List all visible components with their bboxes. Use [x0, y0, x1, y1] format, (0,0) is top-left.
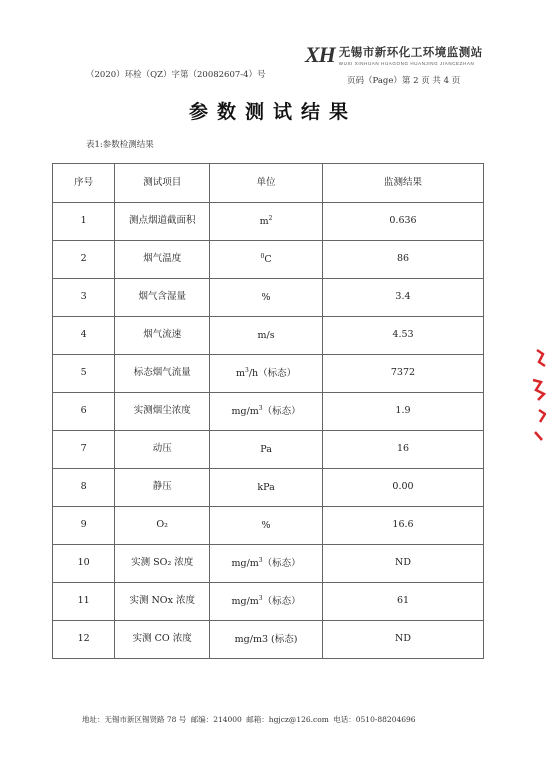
- cell-no: 2: [53, 241, 115, 279]
- unit-main: mg/m3 (标态): [234, 633, 298, 645]
- cell-result: ND: [322, 621, 483, 659]
- cell-result: ND: [322, 545, 483, 583]
- table-row: [53, 203, 484, 241]
- cell-no: 4: [53, 317, 115, 355]
- unit-superscript: 3: [258, 556, 263, 564]
- cell-unit: [210, 431, 323, 469]
- unit-superscript: 3: [258, 594, 263, 602]
- cell-item: 标态烟气流量: [115, 355, 210, 393]
- unit-main: mg/m: [231, 557, 259, 569]
- table-row: [53, 279, 484, 317]
- unit-superscript: 2: [268, 214, 273, 222]
- cell-item: 测点烟道截面积: [115, 203, 210, 241]
- logo-mark: XH: [305, 42, 335, 67]
- table-row: [53, 241, 484, 279]
- table-caption: 表1:参数检测结果: [86, 140, 154, 150]
- unit-superscript: 0: [260, 252, 265, 260]
- cell-no: 8: [53, 469, 115, 507]
- table-row: [53, 469, 484, 507]
- cell-unit: [210, 621, 323, 659]
- cell-no: 6: [53, 393, 115, 431]
- page-title: 参数测试结果: [188, 101, 357, 123]
- cell-item: 实测 CO 浓度: [115, 621, 210, 659]
- cell-item: 烟气含湿量: [115, 279, 210, 317]
- cell-no: 10: [53, 545, 115, 583]
- cell-no: 3: [53, 279, 115, 317]
- unit-main: mg/m: [231, 595, 259, 607]
- header-no: 序号: [53, 164, 115, 203]
- unit-tail: （标态）: [262, 557, 301, 569]
- cell-no: 5: [53, 355, 115, 393]
- cell-result: 1.9: [322, 393, 483, 431]
- cell-unit: [210, 393, 323, 431]
- header-unit: 单位: [210, 164, 323, 203]
- cell-result: 86: [322, 241, 483, 279]
- footer-phone: 电话：0510-88204696: [333, 715, 416, 724]
- table-row: [53, 507, 484, 545]
- unit-main: m: [259, 215, 269, 227]
- cell-item: 实测 NOx 浓度: [115, 583, 210, 621]
- org-name-en: WUXI XINHUAN HUAGONG HUANJING JIANCEZHAN: [338, 61, 475, 66]
- table-row: [53, 393, 484, 431]
- table-row: [53, 583, 484, 621]
- table-row: [53, 545, 484, 583]
- cell-result: 16.6: [322, 507, 483, 545]
- cell-item: 实测 SO₂ 浓度: [115, 545, 210, 583]
- header-item: 测试项目: [115, 164, 210, 203]
- cell-unit: [210, 469, 323, 507]
- table-row: [53, 355, 484, 393]
- cell-unit: [210, 317, 323, 355]
- cell-no: 12: [53, 621, 115, 659]
- footer-email: 邮箱：hgjcz@126.com: [246, 715, 329, 724]
- cell-result: 3.4: [322, 279, 483, 317]
- logo-text: [339, 44, 483, 66]
- page-info: 页码（Page）第 2 页 共 4 页: [347, 76, 461, 86]
- unit-main: kPa: [257, 481, 275, 493]
- unit-main: Pa: [260, 443, 272, 455]
- cell-no: 11: [53, 583, 115, 621]
- unit-tail: （标态）: [262, 405, 301, 417]
- cell-item: 烟气流速: [115, 317, 210, 355]
- footer-address: 地址：无锡市新区锡贤路 78 号: [82, 715, 187, 724]
- cell-unit: [210, 355, 323, 393]
- cell-result: 16: [322, 431, 483, 469]
- cell-unit: [210, 507, 323, 545]
- document-number: （2020）环检（QZ）字第（20082607-4）号: [86, 70, 266, 80]
- cell-result: 0.636: [322, 203, 483, 241]
- cell-item: 实测烟尘浓度: [115, 393, 210, 431]
- red-seal-stamp: [527, 340, 546, 450]
- unit-main: %: [261, 519, 271, 531]
- cell-unit: [210, 583, 323, 621]
- footer-postcode: 邮编：214000: [190, 715, 242, 724]
- org-logo: [305, 42, 483, 68]
- unit-tail: C: [264, 253, 272, 265]
- cell-no: 1: [53, 203, 115, 241]
- table-body: [53, 203, 484, 659]
- cell-result: 7372: [322, 355, 483, 393]
- cell-item: 烟气温度: [115, 241, 210, 279]
- org-name: 无锡市新环化工环境监测站: [338, 45, 483, 59]
- unit-superscript: 3: [258, 404, 263, 412]
- parameter-table: [52, 163, 484, 659]
- unit-main: %: [261, 291, 271, 303]
- cell-unit: [210, 545, 323, 583]
- table-row: [53, 621, 484, 659]
- cell-result: 61: [322, 583, 483, 621]
- cell-item: O₂: [115, 507, 210, 545]
- cell-no: 7: [53, 431, 115, 469]
- unit-tail: （标态）: [262, 595, 301, 607]
- cell-result: 4.53: [322, 317, 483, 355]
- unit-main: m/s: [257, 329, 275, 341]
- cell-item: 动压: [115, 431, 210, 469]
- cell-no: 9: [53, 507, 115, 545]
- cell-item: 静压: [115, 469, 210, 507]
- unit-tail: /h（标态）: [248, 367, 297, 379]
- unit-main: mg/m: [231, 405, 259, 417]
- cell-result: 0.00: [322, 469, 483, 507]
- header-result: 监测结果: [322, 164, 483, 203]
- unit-main: m: [235, 367, 245, 379]
- cell-unit: [210, 241, 323, 279]
- table-row: [53, 431, 484, 469]
- table-header-row: [53, 164, 484, 203]
- cell-unit: [210, 279, 323, 317]
- cell-unit: [210, 203, 323, 241]
- footer-contact: [82, 714, 418, 725]
- unit-superscript: 3: [244, 366, 249, 374]
- table-row: [53, 317, 484, 355]
